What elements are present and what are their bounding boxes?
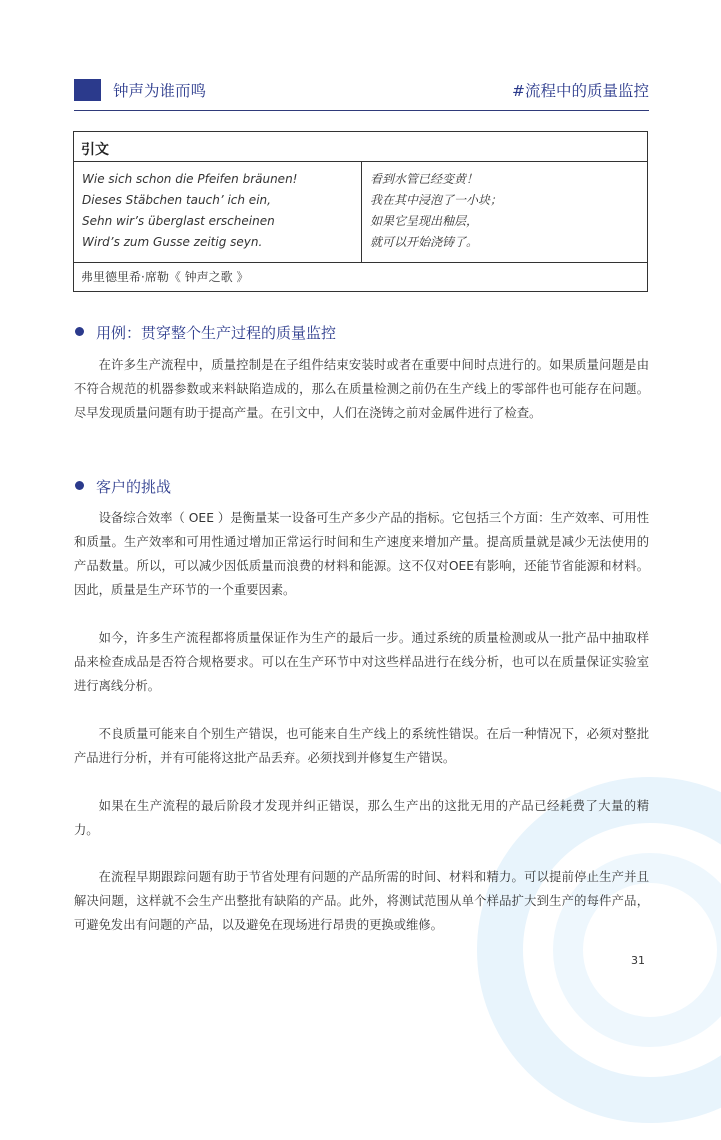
section-heading-use-case: 用例：贯穿整个生产过程的质量监控 <box>75 322 336 343</box>
page-header <box>74 76 649 111</box>
paragraph: 如今，许多生产流程都将质量保证作为生产的最后一步。通过系统的质量检测或从一批产品中抽取样品来检查成品是否符合规格要求。可以在生产环节中对这些样品进行在线分析，也可以在质量保证实验室进行离线分析。 <box>74 631 649 693</box>
header-title: 钟声为谁而鸣 <box>113 82 207 100</box>
header-square-icon <box>74 79 101 101</box>
quote-chinese-line: 我在其中浸泡了一小块； <box>370 193 503 207</box>
header-section-tag: #流程中的质量监控 <box>512 82 649 100</box>
bullet-icon <box>75 481 84 490</box>
quote-chinese-line: 看到水管已经变黄！ <box>370 172 479 186</box>
quote-chinese-line: 如果它呈现出釉层， <box>370 214 479 228</box>
paragraph: 在流程早期跟踪问题有助于节省处理有问题的产品所需的时间、材料和精力。可以提前停止生产并且解决问题，这样就不会生产出整批有缺陷的产品。此外，将测试范围从单个样品扩大到生产的每件产品，可避免发出有问题的产品，以及避免在现场进行昂贵的更换或维修。 <box>74 870 649 932</box>
quote-german-line: Dieses Stäbchen tauch’ ich ein, <box>82 193 271 207</box>
quote-box <box>73 131 648 292</box>
bullet-icon <box>75 327 84 336</box>
paragraph: 在许多生产流程中，质量控制是在子组件结束安装时或者在重要中间时点进行的。如果质量问题是由不符合规范的机器参数或来料缺陷造成的，那么在质量检测之前仍在生产线上的零部件也可能存在问题。尽早发现质量问题有助于提高产量。在引文中，人们在浇铸之前对金属件进行了检查。 <box>74 358 649 420</box>
section-heading-challenge: 客户的挑战 <box>75 476 171 497</box>
quote-german <box>74 162 362 262</box>
quote-source: 弗里德里希·席勒《 钟声之歌 》 <box>81 270 249 284</box>
quote-chinese <box>362 162 647 262</box>
quote-heading: 引文 <box>74 132 647 162</box>
quote-chinese-line: 就可以开始浇铸了。 <box>370 235 479 249</box>
quote-german-line: Wie sich schon die Pfeifen bräunen! <box>82 172 298 186</box>
paragraph: 不良质量可能来自个别生产错误，也可能来自生产线上的系统性错误。在后一种情况下，必须对整批产品进行分析，并有可能将这批产品丢弃。必须找到并修复生产错误。 <box>74 727 649 765</box>
paragraph: 如果在生产流程的最后阶段才发现并纠正错误，那么生产出的这批无用的产品已经耗费了大量的精力。 <box>74 799 649 837</box>
paragraph: 设备综合效率（ OEE ）是衡量某一设备可生产多少产品的指标。它包括三个方面：生产效率、可用性和质量。生产效率和可用性通过增加正常运行时间和生产速度来增加产量。提高质量就是减少无法使用的产品数量。所以，可以减少因低质量而浪费的材料和能源。这不仅对OEE有影响，还能节省能源和材料。因此，质量是生产环节的一个重要因素。 <box>74 511 649 597</box>
page-number: 31 <box>631 954 645 967</box>
quote-german-line: Sehn wir’s überglast erscheinen <box>82 214 275 228</box>
quote-german-line: Wird’s zum Gusse zeitig seyn. <box>82 235 263 249</box>
